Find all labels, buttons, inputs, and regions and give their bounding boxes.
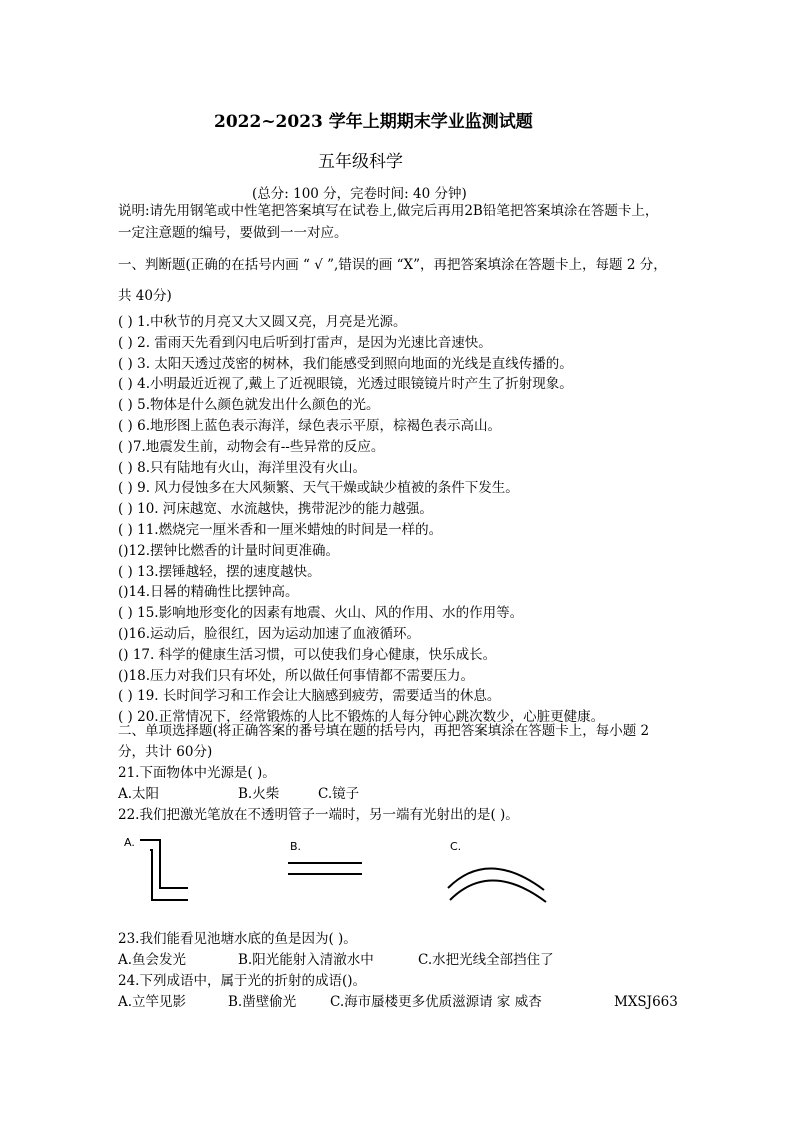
instructions-line-1: 说明:请先用钢笔或中性笔把答案填写在试卷上,做完后再用2B铅笔把答案填涂在答题卡上， bbox=[118, 203, 659, 219]
curved-tube-bottom bbox=[450, 880, 546, 902]
question-21: 21.下面物体中光源是( )。 bbox=[118, 765, 276, 781]
option-c: C.海市蜃楼更多优质滋源请 家 威杏 bbox=[330, 994, 542, 1010]
question-13: ( ) 13.摆锤越轻，摆的速度越快。 bbox=[118, 563, 321, 580]
exam-meta: (总分: 100 分，完卷时间: 40 分钟) bbox=[252, 186, 467, 202]
exam-title: 2022~2023 学年上期期末学业监测试题 bbox=[214, 112, 533, 132]
option-b: B.阳光能射入清澈水中 bbox=[238, 952, 374, 968]
question-22: 22.我们把激光笔放在不透明管子一端时，另一端有光射出的是( )。 bbox=[118, 807, 519, 823]
bent-tube-outer bbox=[140, 840, 188, 888]
question-7: ( )7.地震发生前，动物会有--些异常的反应。 bbox=[118, 438, 385, 455]
question-23-options bbox=[118, 953, 678, 969]
instructions-line-2: 一定注意题的编号，要做到一一对应。 bbox=[118, 225, 348, 241]
light-tube-diagrams bbox=[118, 830, 678, 925]
option-c: C.水把光线全部挡住了 bbox=[418, 952, 554, 968]
watermark-code: MXSJ663 bbox=[614, 994, 678, 1010]
question-1: ( ) 1.中秋节的月亮又大又圆又亮，月亮是光源。 bbox=[118, 314, 407, 330]
question-17: () 17. 科学的健康生活习惯，可以使我们身心健康，快乐成长。 bbox=[118, 646, 497, 663]
question-22-figure bbox=[118, 830, 678, 925]
question-15: ( ) 15.影响地形变化的因素有地震、火山、风的作用、水的作用等。 bbox=[118, 605, 524, 622]
question-21-options bbox=[118, 787, 678, 803]
question-12: ()12.摆钟比燃香的计量时间更准确。 bbox=[118, 542, 340, 559]
section2-heading-2: 分，共计 60分) bbox=[118, 744, 213, 760]
section1-heading-2: 共 40分) bbox=[118, 288, 172, 304]
question-14: ()14.日晷的精确性比摆钟高。 bbox=[118, 584, 299, 601]
judgement-question-list bbox=[118, 312, 604, 728]
figure-label-a: A. bbox=[124, 836, 135, 849]
option-a: A.立竿见影 bbox=[118, 994, 187, 1010]
question-2: ( ) 2. 雷雨天先看到闪电后听到打雷声，是因为光速比音速快。 bbox=[118, 334, 492, 351]
section2-heading-1: 二、单项选择题(将正确答案的番号填在题的括号内，再把答案填涂在答题卡上，每小题 2 bbox=[118, 723, 650, 739]
figure-label-b: B. bbox=[290, 840, 302, 853]
question-4: ( ) 4.小明最近近视了,戴上了近视眼镜，光透过眼镜镜片时产生了折射现象。 bbox=[118, 376, 573, 393]
option-b: B.凿壁偷光 bbox=[228, 994, 297, 1010]
question-11: ( ) 11.燃烧完一厘米香和一厘米蜡烛的时间是一样的。 bbox=[118, 521, 443, 538]
question-8: ( ) 8.只有陆地有火山，海洋里没有火山。 bbox=[118, 459, 366, 476]
question-10: ( ) 10. 河床越宽、水流越快，携带泥沙的能力越强。 bbox=[118, 501, 433, 518]
question-5: ( ) 5.物体是什么颜色就发出什么颜色的光。 bbox=[118, 397, 380, 414]
question-9: ( ) 9. 风力侵蚀多在大风频繁、天气干燥或缺少植被的条件下发生。 bbox=[118, 480, 519, 497]
option-c: C.镜子 bbox=[318, 786, 360, 802]
question-18: ()18.压力对我们只有坏处，所以做任何事情都不需要压力。 bbox=[118, 667, 475, 684]
question-16: ()16.运动后，脸很红，因为运动加速了血液循环。 bbox=[118, 625, 421, 642]
curved-tube-top bbox=[448, 868, 544, 890]
section1-heading-1: 一、判断题(正确的在括号内画 “ √ ”,错误的画 “X”，再把答案填涂在答题卡上，每题 2 分， bbox=[118, 257, 667, 273]
bent-tube-inner bbox=[150, 850, 188, 900]
option-b: B.火柴 bbox=[238, 786, 280, 802]
question-24: 24.下列成语中，属于光的折射的成语()。 bbox=[118, 973, 367, 989]
question-6: ( ) 6.地形图上蓝色表示海洋，绿色表示平原，棕褐色表示高山。 bbox=[118, 417, 501, 434]
question-19: ( ) 19. 长时间学习和工作会让大脑感到疲劳，需要适当的休息。 bbox=[118, 688, 501, 705]
question-20: ( ) 20.正常情况下，经常锻炼的人比不锻炼的人每分钟心跳次数少，心脏更健康。 bbox=[118, 709, 605, 726]
option-a: A.鱼会发光 bbox=[118, 952, 187, 968]
question-3: ( ) 3. 太阳天透过茂密的树林，我们能感受到照向地面的光线是直线传播的。 bbox=[118, 355, 573, 372]
question-23: 23.我们能看见池塘水底的鱼是因为( )。 bbox=[118, 931, 357, 947]
option-a: A.太阳 bbox=[118, 786, 160, 802]
exam-subtitle: 五年级科学 bbox=[318, 152, 403, 172]
question-24-options bbox=[118, 995, 678, 1011]
figure-label-c: C. bbox=[450, 840, 462, 853]
